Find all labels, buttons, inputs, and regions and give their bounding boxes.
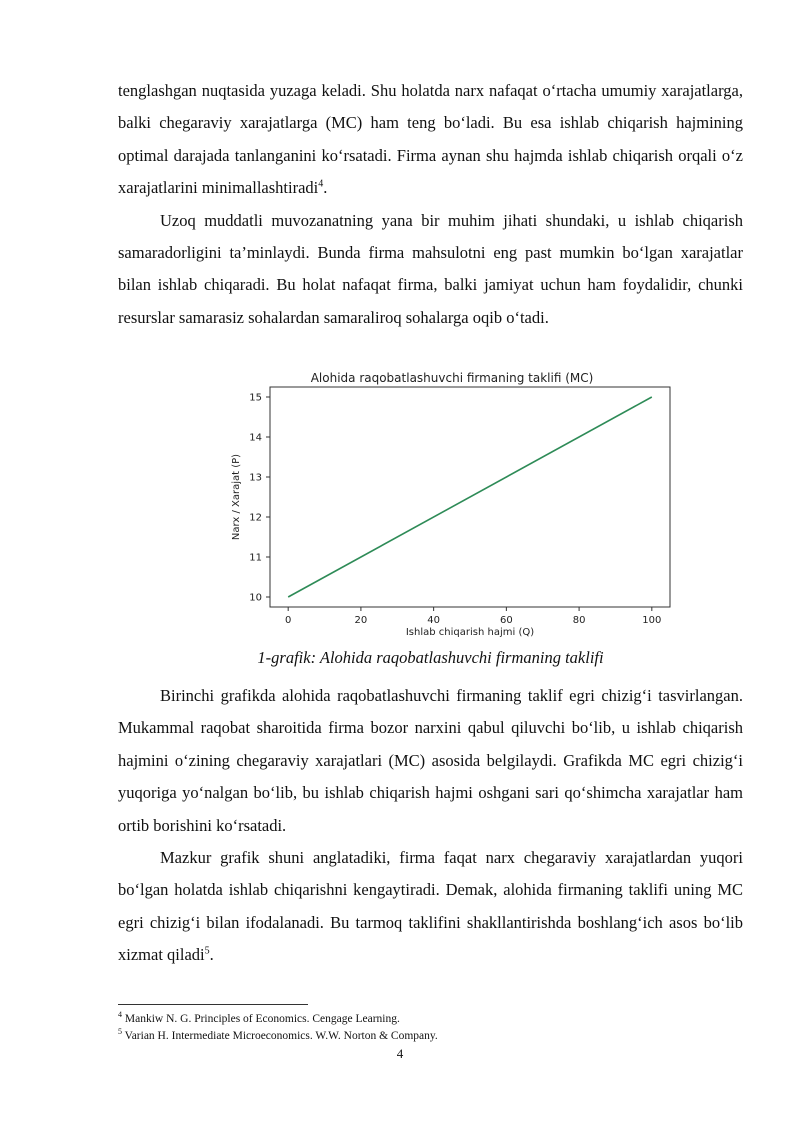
page-number: 4 — [396, 1046, 404, 1061]
chart-svg — [222, 365, 682, 645]
mc-supply-chart — [222, 365, 682, 645]
x-tick-label: 80 — [572, 615, 586, 626]
mc-line — [288, 397, 652, 597]
paragraph-3: Birinchi grafikda alohida raqobatlashuvchi firmaning taklif egri chizig‘i tasvirlangan. Mukammal raqobat sharoitida firma bozor narxini qabul qiluvchi bo‘lib, u ishlab chiqarish hajmini o‘zining chegaraviy xarajatlari (MC) asosida belgilaydi. Grafikda MC egri chizig‘i yuqoriga yo‘nalgan bo‘lib, bu ishlab chiqarish hajmi oshgani sari qo‘shimcha xarajatlar ham ortib borishini ko‘rsatadi. — [118, 686, 743, 835]
y-tick-label: 14 — [249, 432, 262, 444]
y-tick-label: 10 — [249, 592, 262, 604]
x-axis-label: Ishlab chiqarish hajmi (Q) — [405, 627, 535, 638]
footnote-ref-4[interactable]: 4 — [318, 178, 324, 190]
paragraph-1: tenglashgan nuqtasida yuzaga keladi. Shu holatda narx nafaqat o‘rtacha umumiy xarajatlarga, balki chegaraviy xarajatlarga (MC) ham teng bo‘ladi. Bu esa ishlab chiqarish hajmining optimal darajada tanlanganini ko‘rsatadi. Firma aynan shu hajmda ishlab chiqarish orqali o‘z xarajatlarini minimallashtiradi$^4$. — [118, 81, 743, 198]
footnote-number: 5 — [118, 1027, 122, 1037]
footnote-number: 4 — [118, 1010, 122, 1020]
x-tick-label: 60 — [499, 615, 513, 626]
figure-caption: 1-grafik: Alohida raqobatlashuvchi firmaning taklifi — [257, 648, 604, 667]
body-text-bottom — [118, 680, 743, 972]
footnote-4 — [118, 1011, 438, 1028]
x-tick-label: 100 — [642, 615, 662, 626]
footnote-text: Mankiw N. G. Principles of Economics. Cengage Learning. — [124, 1013, 400, 1025]
footnote-5 — [118, 1028, 438, 1045]
body-text-top — [118, 75, 743, 334]
chart-title: Alohida raqobatlashuvchi firmaning taklifi (MC) — [310, 371, 594, 385]
x-tick-label: 0 — [284, 615, 292, 626]
y-tick-label: 11 — [249, 552, 262, 564]
x-tick-label: 40 — [427, 615, 441, 626]
paragraph-2: Uzoq muddatli muvozanatning yana bir muhim jihati shundaki, u ishlab chiqarish samaradorligini ta’minlaydi. Bunda firma mahsulotni eng past mumkin bo‘lgan xarajatlar bilan ishlab chiqaradi. Bu holat nafaqat firma, balki jamiyat uchun ham foydalidir, chunki resurslar samarasiz sohalardan samaraliroq sohalarga oqib o‘tadi. — [118, 210, 743, 327]
footnotes — [118, 1011, 438, 1045]
footnote-separator — [118, 1004, 308, 1005]
y-tick-label: 15 — [249, 392, 262, 404]
x-axis-ticks — [285, 607, 661, 626]
footnote-ref-5[interactable]: 5 — [204, 945, 210, 957]
footnote-text: Varian H. Intermediate Microeconomics. W.W. Norton & Company. — [124, 1030, 438, 1042]
y-axis-label: Narx / Xarajat (P) — [231, 453, 242, 541]
y-tick-label: 12 — [249, 512, 262, 524]
y-tick-label: 13 — [249, 472, 262, 484]
series-layer — [288, 397, 652, 597]
x-tick-label: 20 — [354, 615, 368, 626]
paragraph-4: Mazkur grafik shuni anglatadiki, firma faqat narx chegaraviy xarajatlardan yuqori bo‘lgan holatda ishlab chiqarishni kengaytiradi. Demak, alohida firmaning taklifi uning MC egri chizig‘i bilan ifodalanadi. Bu tarmoq taklifini shakllantirishda boshlang‘ich asos bo‘lib xizmat qiladi$^5$. — [118, 848, 743, 965]
y-axis-ticks — [249, 393, 270, 604]
